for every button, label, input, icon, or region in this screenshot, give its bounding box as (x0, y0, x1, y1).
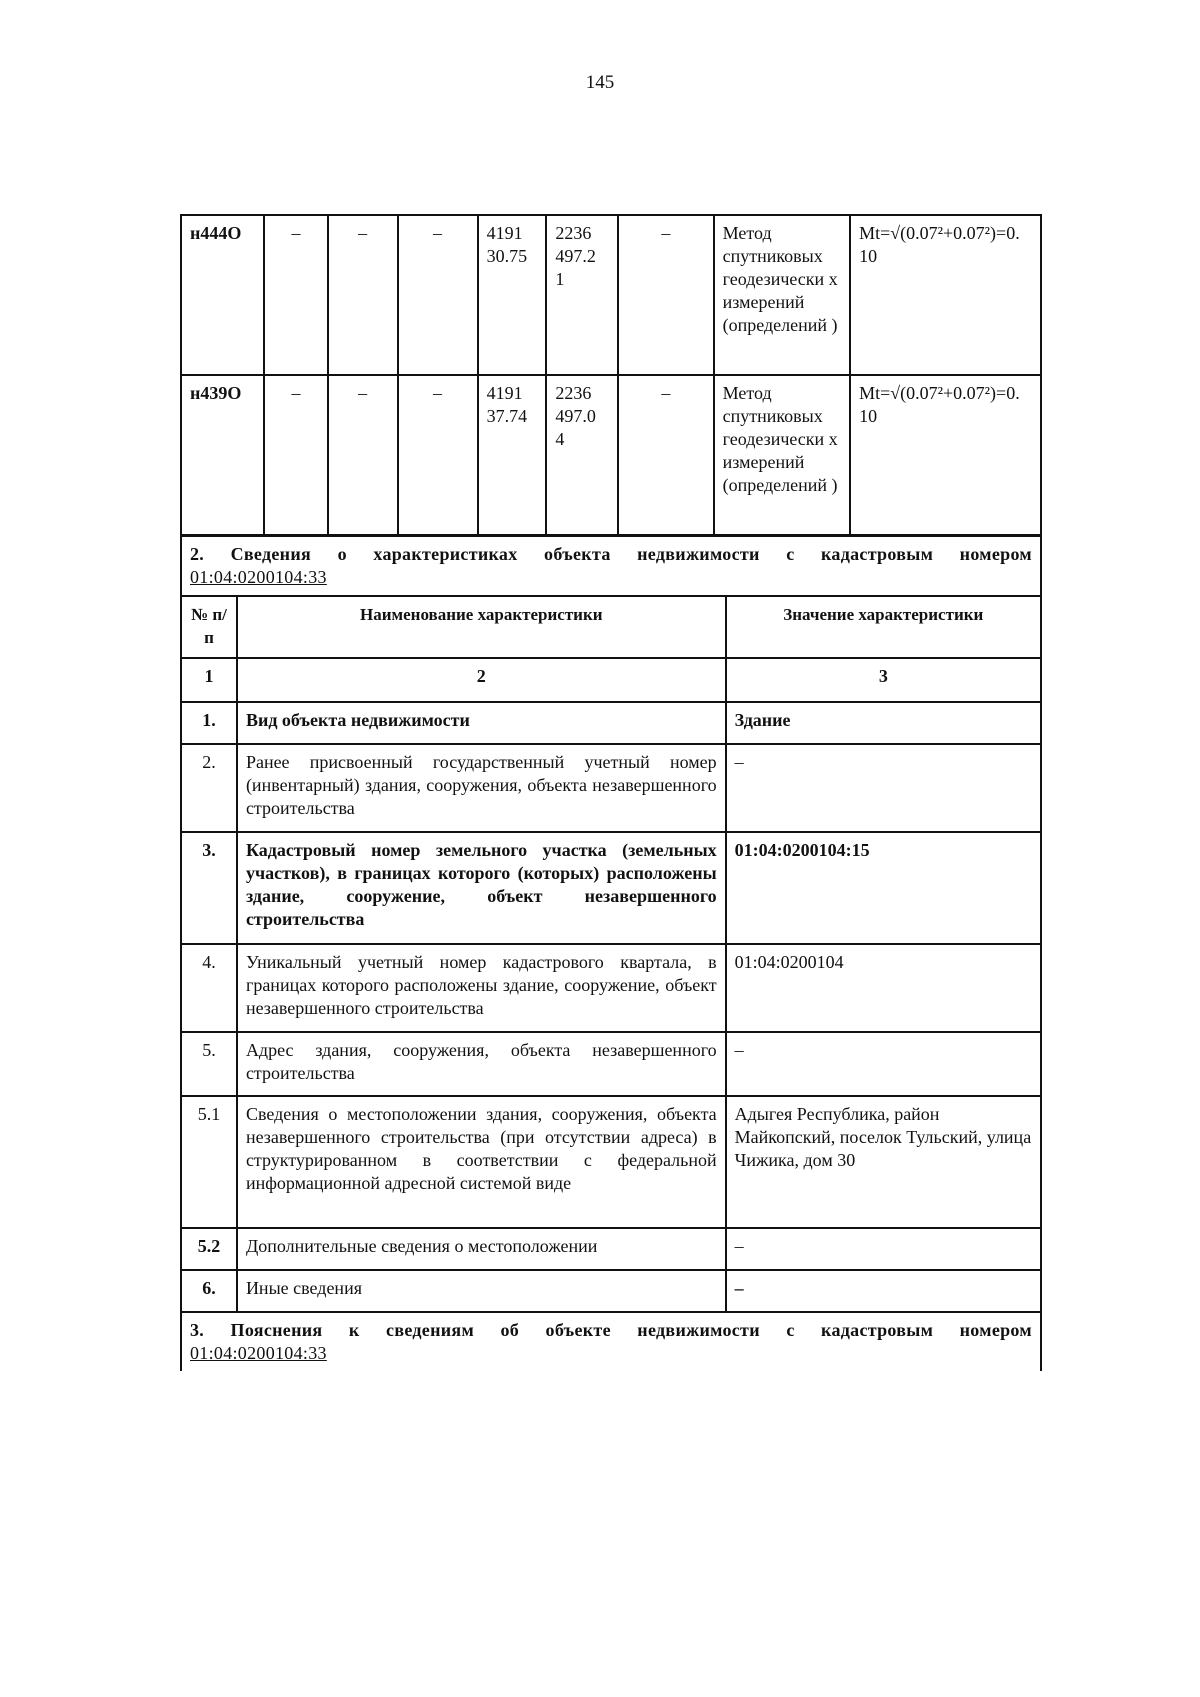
y-part: 1 (555, 269, 565, 289)
title-word: Пояснения (230, 1320, 323, 1340)
row-name: Уникальный учетный номер кадастрового квартала, в границах которого расположены здание, сооружение, объект незавершенного строительства (237, 944, 726, 1032)
title-word: об (500, 1320, 520, 1340)
header-num: № п/п (181, 596, 237, 658)
section2-heading (181, 536, 1041, 596)
empty-cell: – (618, 215, 713, 375)
row-value: Здание (726, 702, 1041, 744)
title-word: 3. (190, 1320, 205, 1340)
row-name: Ранее присвоенный государственный учетный номер (инвентарный) здания, сооружения, объекта незавершенного строительства (237, 744, 726, 832)
coordinates-table (180, 214, 1042, 536)
precision-cell: Mt=√(0.07²+0.07²)=0. 10 (850, 375, 1041, 535)
section2-cadastral-number: 01:04:0200104:33 (190, 567, 327, 587)
header-value: Значение характеристики (726, 596, 1041, 658)
table-row (181, 1032, 1041, 1096)
title-word: к (348, 1320, 360, 1340)
title-word: объекте (545, 1320, 611, 1340)
table-row (181, 702, 1041, 744)
title-word: 2. (190, 544, 205, 564)
title-word: недвижимости (637, 544, 760, 564)
characteristics-table (180, 535, 1042, 1371)
header-row (181, 596, 1041, 658)
x-part: 4191 (486, 223, 523, 243)
row-number: 5. (181, 1032, 237, 1096)
row-number: 5.2 (181, 1228, 237, 1270)
row-value: – (726, 1228, 1041, 1270)
method-cell: Метод спутниковых геодезически х измерений (определений ) (714, 375, 850, 535)
y-part: 2236 (555, 383, 592, 403)
row-value: Адыгея Республика, район Майкопский, поселок Тульский, улица Чижика, дом 30 (726, 1096, 1041, 1228)
y-coordinate (546, 375, 618, 535)
row-name: Адрес здания, сооружения, объекта незавершенного строительства (237, 1032, 726, 1096)
title-word: номером (959, 1320, 1032, 1340)
y-coordinate (546, 215, 618, 375)
empty-cell: – (618, 375, 713, 535)
title-word: Сведения (230, 544, 312, 564)
title-word: кадастровым (821, 544, 934, 564)
table-row (181, 1270, 1041, 1312)
title-word: с (786, 544, 795, 564)
title-word: кадастровым (821, 1320, 934, 1340)
row-name: Иные сведения (237, 1270, 726, 1312)
table-row (181, 832, 1041, 944)
table-row (181, 1228, 1041, 1270)
row-value: – (726, 744, 1041, 832)
empty-cell: – (264, 215, 328, 375)
title-word: сведениям (386, 1320, 475, 1340)
row-number: 1. (181, 702, 237, 744)
section3-heading (181, 1312, 1041, 1371)
empty-cell: – (328, 375, 398, 535)
coords-row (181, 375, 1041, 535)
title-word: с (786, 1320, 795, 1340)
section2-title-line (190, 543, 1032, 566)
precision-cell: Mt=√(0.07²+0.07²)=0. 10 (850, 215, 1041, 375)
column-number-row (181, 658, 1041, 702)
x-coordinate (478, 375, 547, 535)
section3-heading-row (181, 1312, 1041, 1371)
title-word: о (337, 544, 347, 564)
point-id: н444О (181, 215, 264, 375)
row-name: Дополнительные сведения о местоположении (237, 1228, 726, 1270)
section3-cadastral-number: 01:04:0200104:33 (190, 1343, 327, 1363)
header-name: Наименование характеристики (237, 596, 726, 658)
row-name: Вид объекта недвижимости (237, 702, 726, 744)
method-cell: Метод спутниковых геодезически х измерений (определений ) (714, 215, 850, 375)
coords-row (181, 215, 1041, 375)
x-coordinate (478, 215, 547, 375)
x-part: 4191 (486, 383, 523, 403)
section3-title-line (190, 1319, 1032, 1342)
title-word: недвижимости (637, 1320, 760, 1340)
title-word: объекта (544, 544, 611, 564)
page-number: 145 (585, 72, 615, 93)
x-part: 37.74 (486, 406, 528, 426)
row-value: – (726, 1270, 1041, 1312)
title-word: номером (959, 544, 1032, 564)
empty-cell: – (398, 215, 478, 375)
y-part: 4 (555, 429, 565, 449)
row-number: 6. (181, 1270, 237, 1312)
row-value: 01:04:0200104:15 (726, 832, 1041, 944)
empty-cell: – (398, 375, 478, 535)
row-number: 5.1 (181, 1096, 237, 1228)
row-value: – (726, 1032, 1041, 1096)
row-value: 01:04:0200104 (726, 944, 1041, 1032)
y-part: 2236 (555, 223, 592, 243)
col-number: 1 (181, 658, 237, 702)
section2-heading-row (181, 536, 1041, 596)
point-id: н439О (181, 375, 264, 535)
row-name: Сведения о местоположении здания, сооружения, объекта незавершенного строительства (при отсутствии адреса) в структурированном в соответствии с федеральной информационной адресной системой виде (237, 1096, 726, 1228)
empty-cell: – (328, 215, 398, 375)
title-word: характеристиках (373, 544, 518, 564)
col-number: 3 (726, 658, 1041, 702)
y-part: 497.2 (555, 246, 596, 266)
col-number: 2 (237, 658, 726, 702)
table-row (181, 1096, 1041, 1228)
table-row (181, 744, 1041, 832)
row-number: 2. (181, 744, 237, 832)
row-number: 3. (181, 832, 237, 944)
y-part: 497.0 (555, 406, 596, 426)
empty-cell: – (264, 375, 328, 535)
table-row (181, 944, 1041, 1032)
x-part: 30.75 (486, 246, 528, 266)
row-name: Кадастровый номер земельного участка (земельных участков), в границах которого (которых) расположены здание, сооружение, объект незавершенного строительства (237, 832, 726, 944)
row-number: 4. (181, 944, 237, 1032)
